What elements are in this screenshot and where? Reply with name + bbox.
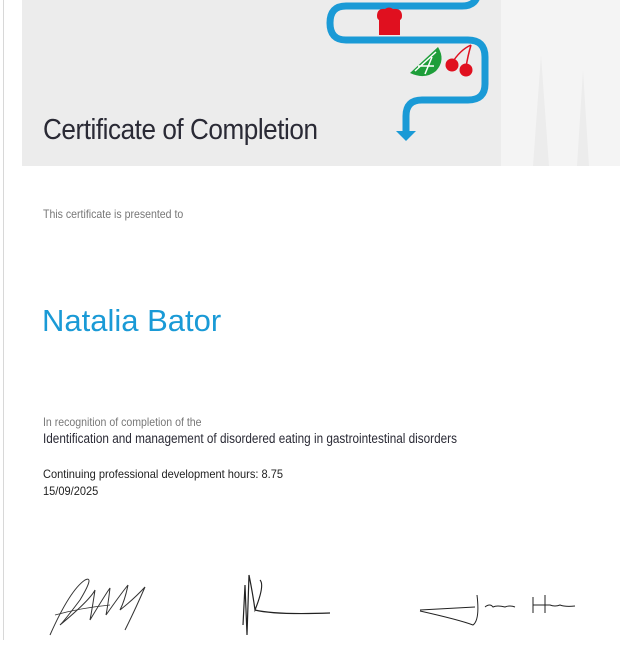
course-title: Identification and management of disordered eating in gastrointestinal disorders [43, 431, 457, 446]
signature-1 [40, 560, 160, 640]
signature-3 [415, 585, 585, 635]
recipient-name: Natalia Bator [42, 303, 222, 338]
certificate-title: Certificate of Completion [43, 114, 318, 146]
presented-to-label: This certificate is presented to [43, 207, 184, 221]
recognition-label: In recognition of completion of the [43, 415, 202, 429]
lime-icon [410, 47, 442, 76]
signature-2 [235, 565, 345, 645]
toast-icon [377, 8, 402, 36]
arrow-head-icon [396, 131, 416, 141]
cherries-icon [446, 45, 473, 77]
completion-date: 15/09/2025 [43, 484, 99, 498]
cpd-hours: Continuing professional development hours: 8.75 [43, 467, 283, 481]
